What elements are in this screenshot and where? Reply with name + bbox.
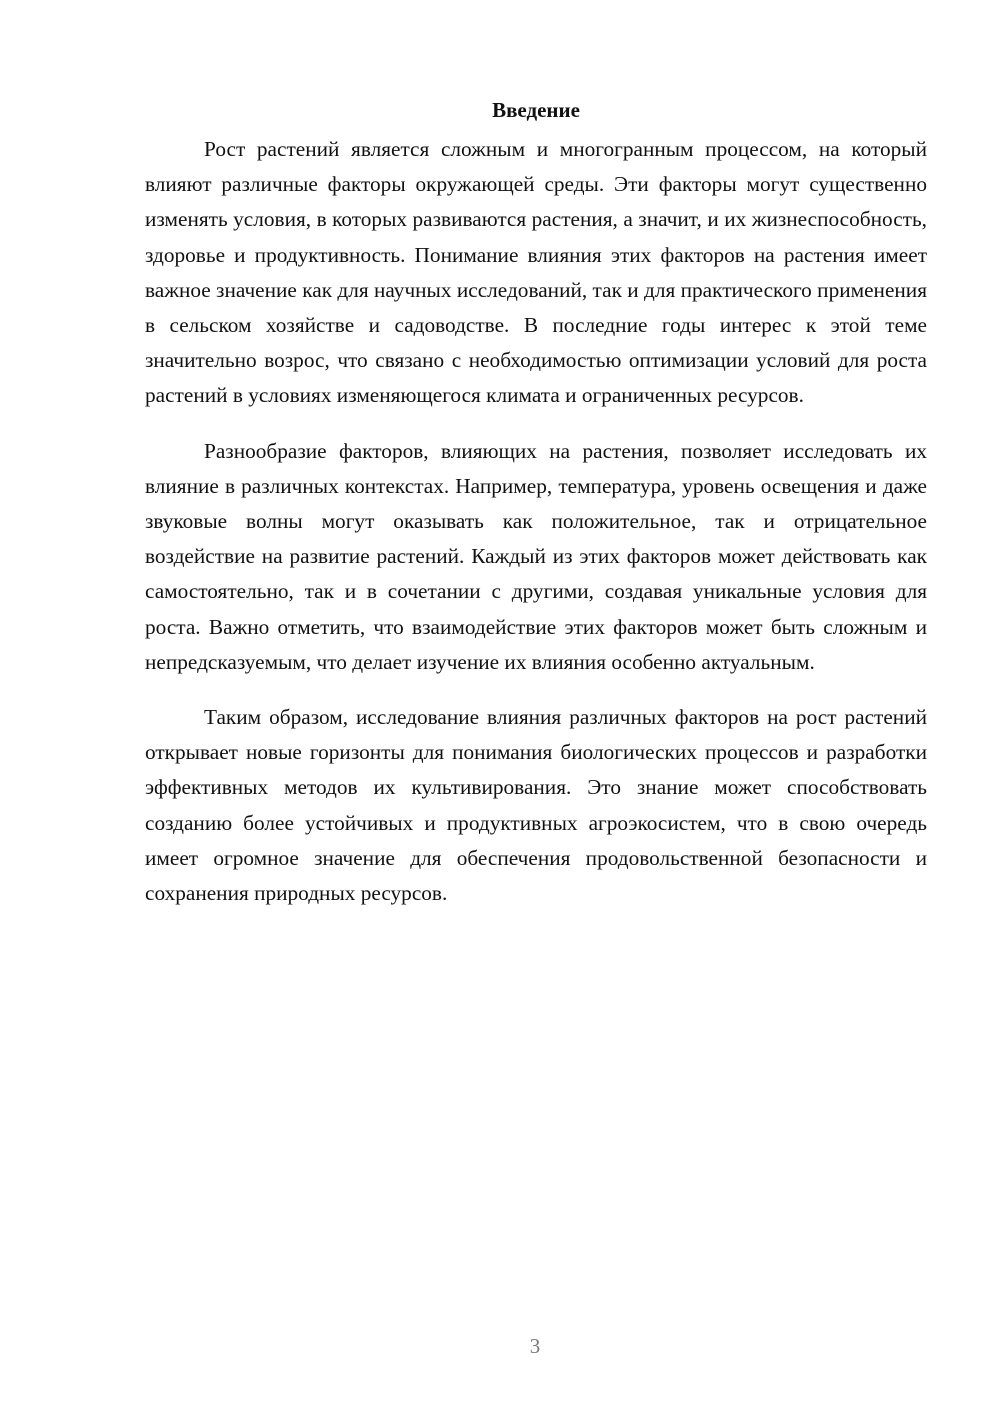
page-number: 3	[529, 1334, 541, 1358]
page-content	[145, 92, 927, 931]
paragraph-intro: Рост растений является сложным и многогранным процессом, на который влияют различные факторы окружающей среды. Эти факторы могут существенно изменять условия, в которых развиваются растения, а значит, и их жизнеспособность, здоровье и продуктивность. Понимание влияния этих факторов на растения имеет важное значение как для научных исследований, так и для практического применения в сельском хозяйстве и садоводстве. В последние годы интерес к этой теме значительно возрос, что связано с необходимостью оптимизации условий для роста растений в условиях изменяющегося климата и ограниченных ресурсов.	[145, 137, 927, 408]
paragraph-conclusion: Таким образом, исследование влияния различных факторов на рост растений открывает новые горизонты для понимания биологических процессов и разработки эффективных методов их культивирования. Это знание может способствовать созданию более устойчивых и продуктивных агроэкосистем, что в свою очередь имеет огромное значение для обеспечения продовольственной безопасности и сохранения природных ресурсов.	[145, 705, 927, 906]
paragraph-factors: Разнообразие факторов, влияющих на растения, позволяет исследовать их влияние в различных контекстах. Например, температура, уровень освещения и даже звуковые волны могут оказывать как положительное, так и отрицательное воздействие на развитие растений. Каждый из этих факторов может действовать как самостоятельно, так и в сочетании с другими, создавая уникальные условия для роста. Важно отметить, что взаимодействие этих факторов может быть сложным и непредсказуемым, что делает изучение их влияния особенно актуальным.	[145, 438, 927, 674]
section-title: Введение	[492, 98, 580, 122]
